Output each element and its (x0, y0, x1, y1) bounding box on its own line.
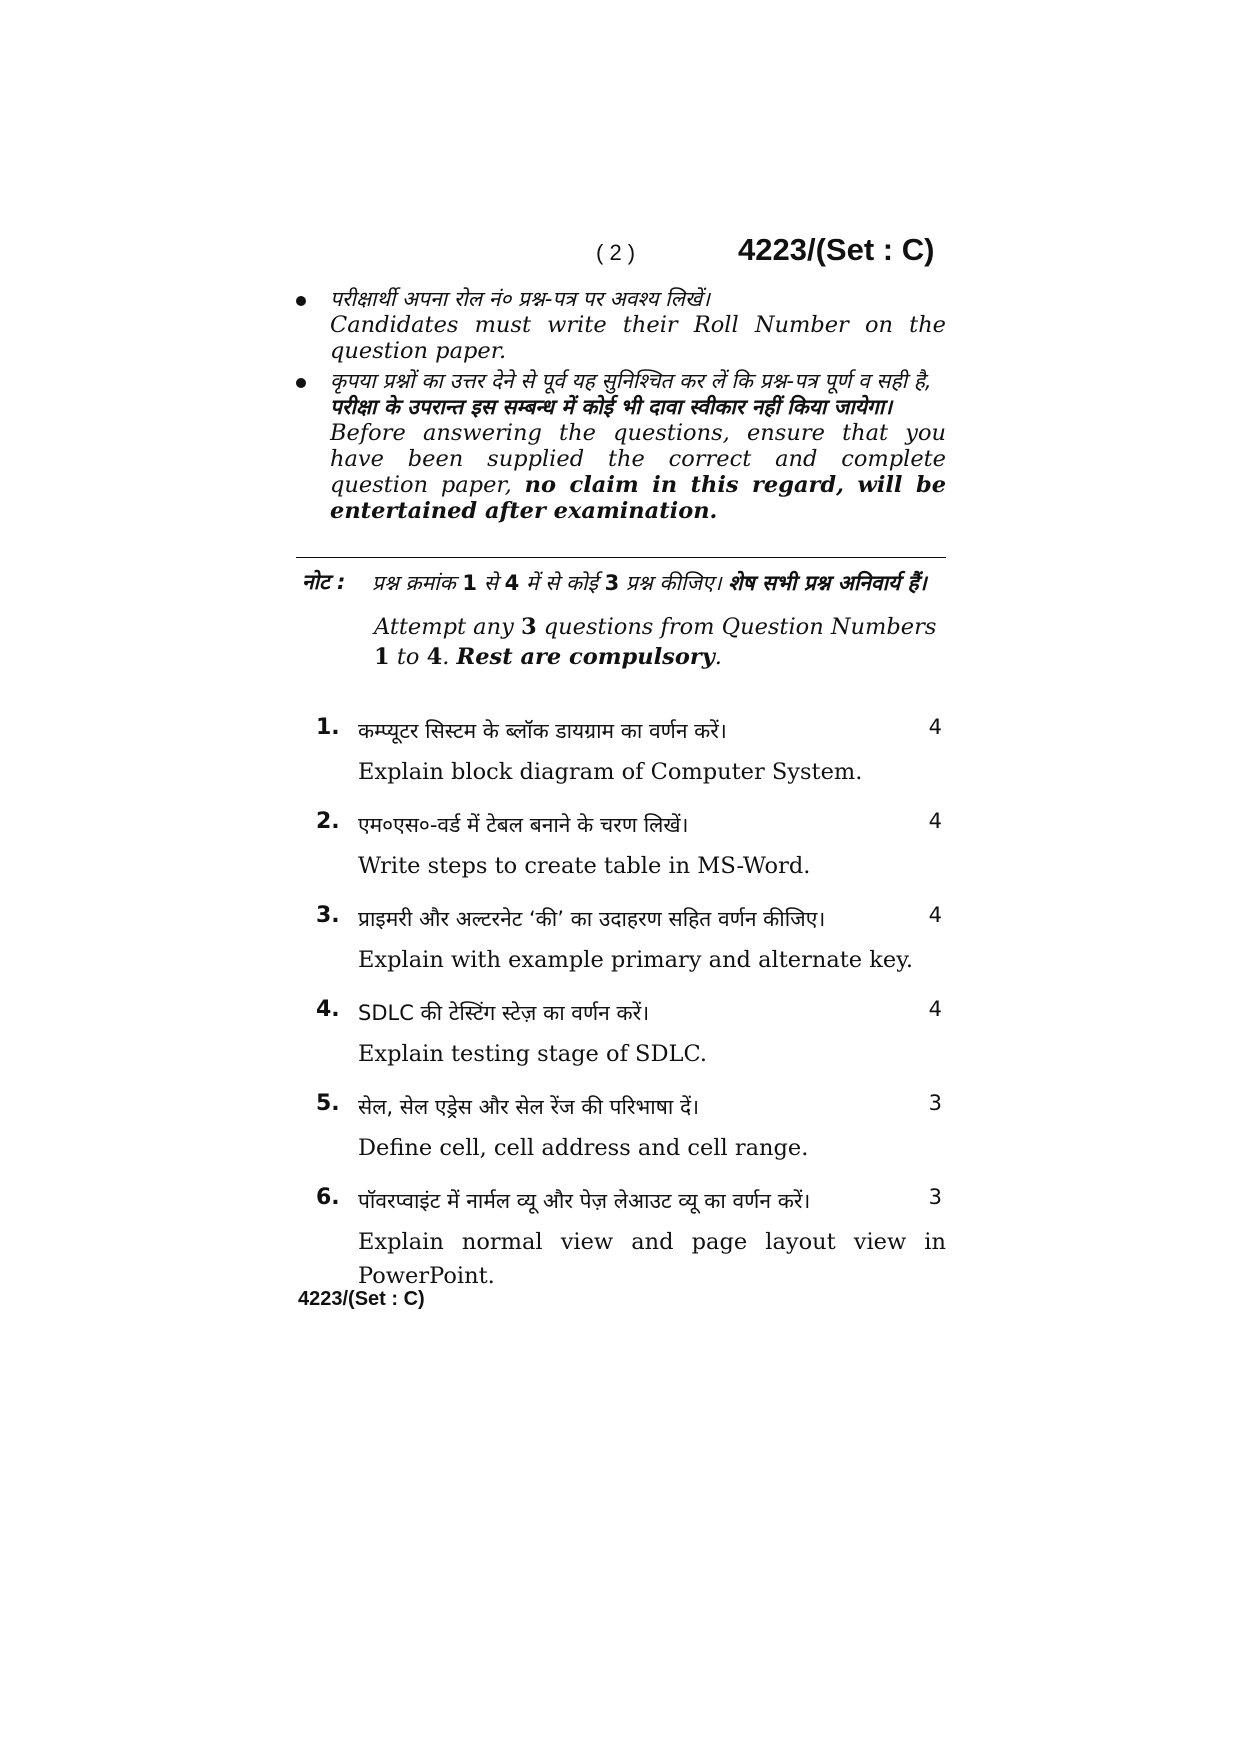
question-marks: 4 (928, 715, 942, 739)
question-hindi: SDLC की टेस्टिंग स्टेज़ का वर्णन करें। (358, 1001, 650, 1025)
question-english: Explain testing stage of SDLC. (358, 1041, 708, 1067)
question-item (316, 1185, 946, 1293)
instruction-english: Candidates must write their Roll Number on the question paper. (330, 312, 946, 364)
question-item (316, 1091, 946, 1165)
bullet-icon (296, 378, 306, 388)
note-hindi-emphasis: शेष सभी प्रश्न अनिवार्य हैं। (728, 571, 927, 595)
instruction-hindi: कृपया प्रश्नों का उत्तर देने से पूर्व यह सुनिश्चित कर लें कि प्रश्न-पत्र पूर्ण व सही है, परीक्षा के उपरान्त इस सम्बन्ध में कोई भी दावा स्वीकार नहीं किया जायेगा। (330, 369, 932, 419)
question-english: Explain normal view and page layout view in PowerPoint. (358, 1229, 946, 1289)
question-hindi: कम्प्यूटर सिस्टम के ब्लॉक डायग्राम का वर्णन करें। (358, 719, 727, 743)
question-marks: 3 (928, 1185, 942, 1209)
question-english: Explain with example primary and alternate key. (358, 947, 914, 973)
question-number: 3. (316, 903, 340, 928)
question-english: Write steps to create table in MS-Word. (358, 853, 811, 879)
note-english-emphasis: Rest are compulsory (456, 644, 715, 670)
paper-code-footer: 4223/(Set : C) (298, 1288, 425, 1310)
question-hindi: एम०एस०-वर्ड में टेबल बनाने के चरण लिखें। (358, 813, 689, 837)
question-item (316, 809, 946, 883)
instruction-item (296, 286, 946, 364)
instruction-hindi-emphasis: परीक्षा के उपरान्त इस सम्बन्ध में कोई भी दावा स्वीकार नहीं किया जायेगा। (330, 395, 893, 419)
instruction-english-emphasis: no claim in this regard, will be entertained after examination. (330, 472, 947, 524)
question-number: 1. (316, 715, 340, 740)
instruction-hindi: परीक्षार्थी अपना रोल नं० प्रश्न-पत्र पर अवश्य लिखें। (330, 287, 710, 311)
bullet-icon (296, 296, 306, 306)
question-marks: 4 (928, 809, 942, 833)
page-number: ( 2 ) (596, 240, 636, 265)
question-hindi: प्राइमरी और अल्टरनेट ‘की’ का उदाहरण सहित वर्णन कीजिए। (358, 907, 826, 931)
divider (296, 557, 946, 558)
instruction-item (296, 368, 946, 524)
question-item (316, 715, 946, 789)
question-english: Explain block diagram of Computer System. (358, 759, 863, 785)
note-label: नोट : (302, 570, 346, 594)
question-number: 6. (316, 1185, 340, 1210)
question-marks: 3 (928, 1091, 942, 1115)
note-block (302, 568, 946, 672)
question-marks: 4 (928, 903, 942, 927)
question-item (316, 903, 946, 977)
question-item (316, 997, 946, 1071)
paper-code-header: 4223/(Set : C) (738, 232, 935, 267)
question-number: 4. (316, 997, 340, 1022)
question-number: 5. (316, 1091, 340, 1116)
instructions-block (296, 286, 946, 528)
question-list (316, 715, 946, 1313)
question-number: 2. (316, 809, 340, 834)
note-hindi: प्रश्न क्रमांक 1 से 4 में से कोई 3 प्रश्न कीजिए। शेष सभी प्रश्न अनिवार्य हैं। (372, 571, 927, 595)
question-marks: 4 (928, 997, 942, 1021)
question-hindi: सेल, सेल एड्रेस और सेल रेंज की परिभाषा दें। (358, 1095, 700, 1119)
note-english: Attempt any 3 questions from Question Numbers 1 to 4. Rest are compulsory. (374, 614, 937, 670)
instruction-english: Before answering the questions, ensure that you have been supplied the correct and complete question paper, no claim in this regard, will be entertained after examination. (330, 420, 947, 524)
question-hindi: पॉवरप्वाइंट में नार्मल व्यू और पेज़ लेआउट व्यू का वर्णन करें। (358, 1189, 811, 1213)
question-english: Define cell, cell address and cell range. (358, 1135, 809, 1161)
